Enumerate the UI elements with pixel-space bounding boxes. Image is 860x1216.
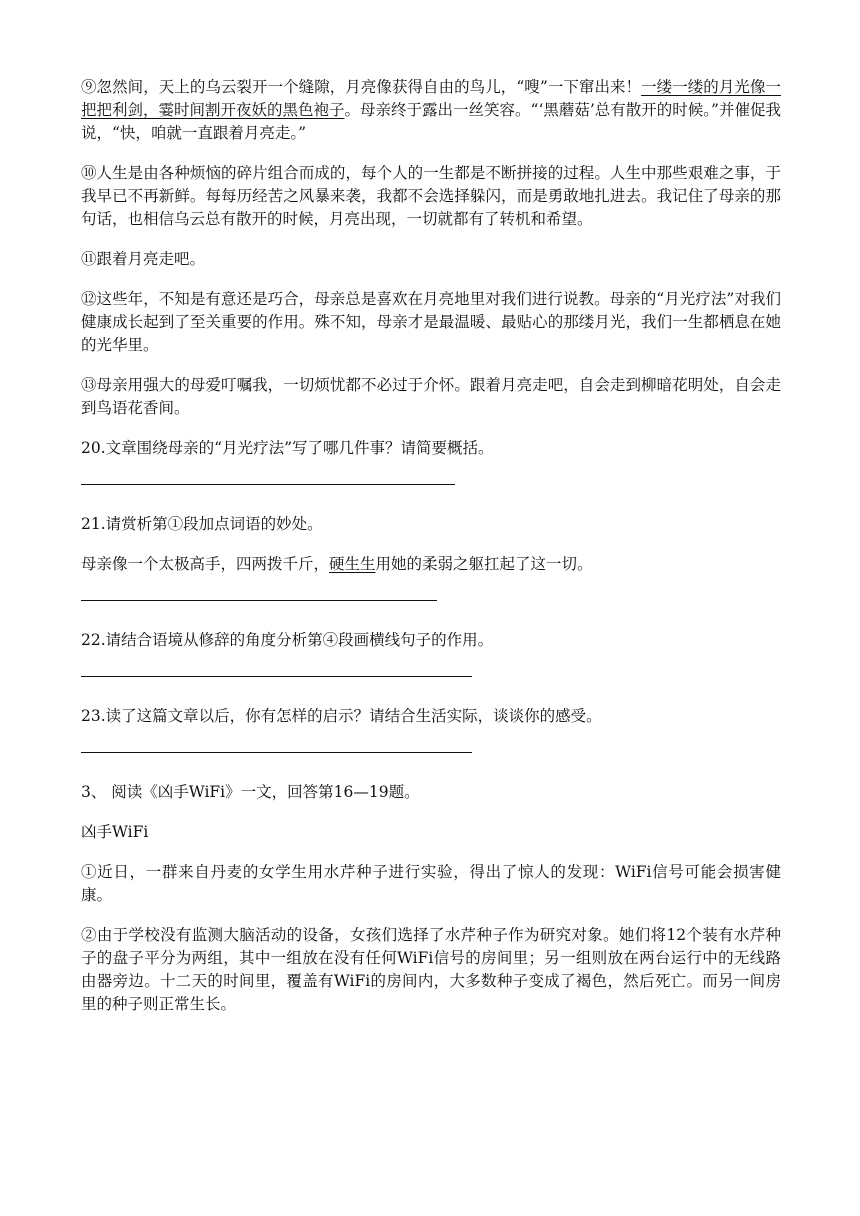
answer-line-22[interactable] [81, 676, 472, 677]
question-21: 21.请赏析第①段加点词语的妙处。 [81, 515, 323, 533]
question-23: 23.读了这篇文章以后，你有怎样的启示？请结合生活实际，谈谈你的感受。 [81, 707, 602, 725]
answer-line-23[interactable] [81, 752, 472, 753]
paragraph-11: ⑪跟着月亮走吧。 [81, 250, 206, 268]
answer-line-20[interactable] [81, 484, 455, 485]
section-3-heading: 3、 阅读《凶手WiFi》一文，回答第16—19题。 [81, 783, 420, 801]
article-title: 凶手WiFi [81, 823, 149, 841]
quote-end: 用她的柔弱之躯扛起了这一切。 [375, 555, 593, 573]
question-21-quote [81, 553, 781, 576]
article-paragraph-2: ②由于学校没有监测大脑活动的设备，女孩们选择了水芹种子作为研究对象。她们将12个装有水芹种子的盘子平分为两组，其中一组放在没有任何WiFi信号的房间里；另一组则放在两台运行中的无线路由器旁边。十二天的时间里，覆盖有WiFi的房间内，大多数种子变成了褐色，然后死亡。而另一间房里的种子则正常生长。 [81, 926, 781, 1013]
document-page [81, 76, 781, 1033]
quote-underlined-word: 硬生生 [329, 555, 376, 573]
paragraph-13: ⑬母亲用强大的母爱叮嘱我，一切烦忧都不必过于介怀。跟着月亮走吧，自会走到柳暗花明处，自会走到鸟语花香间。 [81, 376, 781, 417]
paragraph-12: ⑫这些年，不知是有意还是巧合，母亲总是喜欢在月亮地里对我们进行说教。母亲的“月光疗法”对我们健康成长起到了至关重要的作用。殊不知，母亲才是最温暖、最贴心的那缕月光，我们一生都栖息在她的光华里。 [81, 290, 781, 354]
paragraph-9-start: ⑨忽然间，天上的乌云裂开一个缝隙，月亮像获得自由的鸟儿，“嗖”一下窜出来！ [81, 78, 642, 96]
quote-start: 母亲像一个太极高手，四两拨千斤， [81, 555, 330, 573]
underlined-sentence: 一缕一缕的月光像一把把利剑，霎时间割开夜妖的黑色袍子 [81, 78, 781, 119]
paragraph-10: ⑩人生是由各种烦恼的碎片组合而成的，每个人的一生都是不断拼接的过程。人生中那些艰难之事，于我早已不再新鲜。每每历经苦之风暴来袭，我都不会选择躲闪，而是勇敢地扎进去。我记住了母亲的那句话，也相信乌云总有散开的时候，月亮出现，一切就都有了转机和希望。 [81, 164, 781, 228]
question-22: 22.请结合语境从修辞的角度分析第④段画横线句子的作用。 [81, 631, 494, 649]
paragraph-9 [81, 76, 781, 145]
answer-line-21[interactable] [81, 600, 437, 601]
article-paragraph-1: ①近日，一群来自丹麦的女学生用水芹种子进行实验，得出了惊人的发现：WiFi信号可能会损害健康。 [81, 863, 781, 904]
paragraph-9-end: 。母亲终于露出一丝笑容。“‘黑蘑菇’总有散开的时候。”并催促我说，“快，咱就一直跟着月亮走。” [81, 101, 781, 142]
question-20: 20.文章围绕母亲的“月光疗法”写了哪几件事？请简要概括。 [81, 439, 494, 457]
